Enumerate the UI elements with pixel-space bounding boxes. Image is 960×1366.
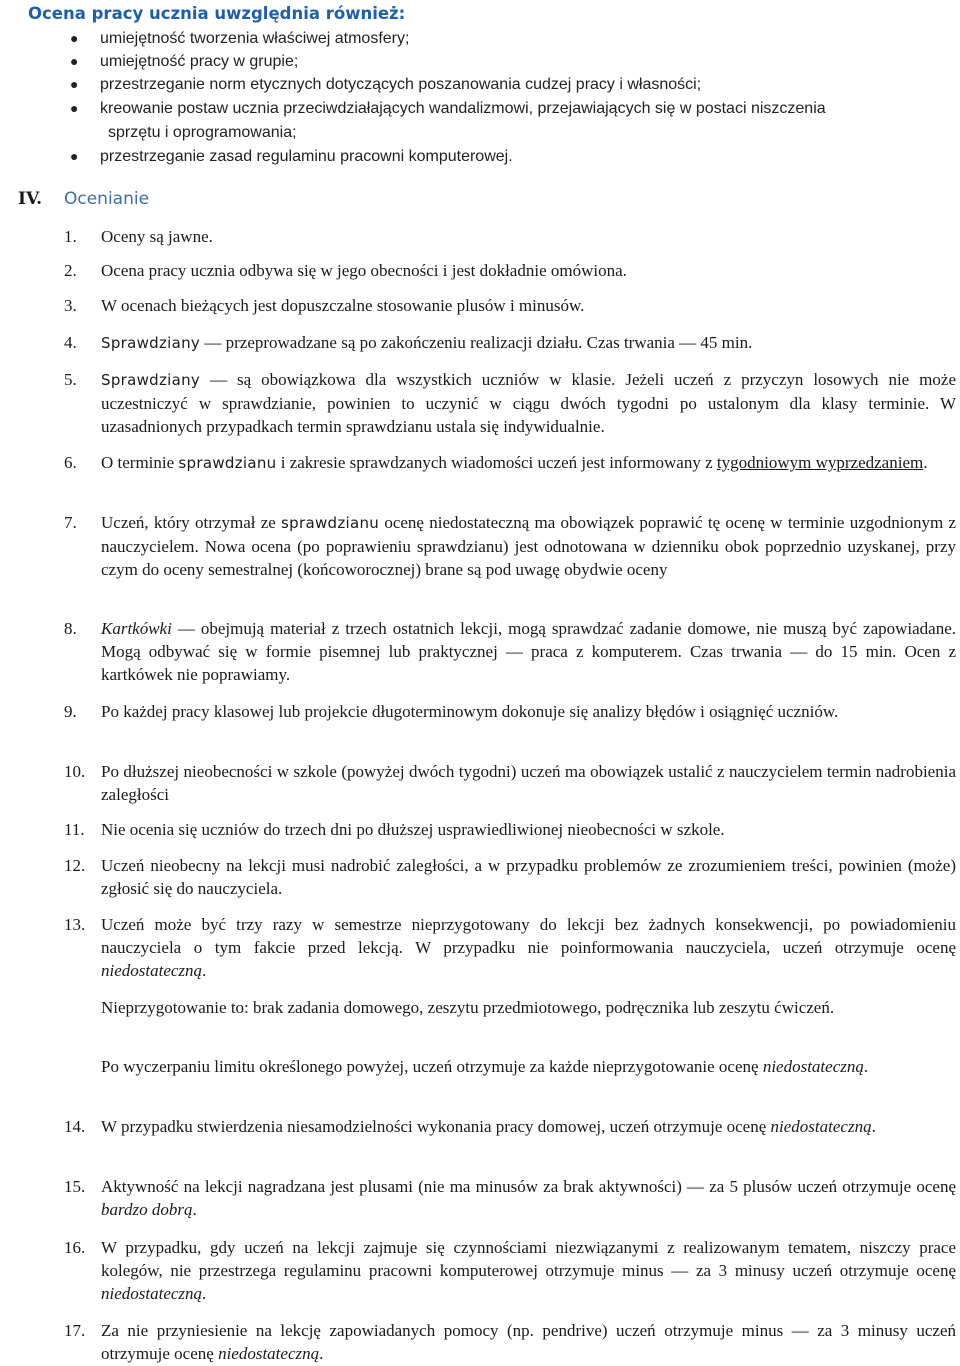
section-title: Ocenianie (64, 189, 150, 209)
bullet-dot-icon: ● (70, 76, 79, 92)
bullet-dot-icon: ● (70, 30, 79, 46)
heading: Ocena pracy ucznia uwzględnia również: (28, 4, 406, 23)
section-number: IV. (18, 189, 43, 209)
bullet-dot-icon: ● (70, 148, 79, 164)
bullet-dot-icon: ● (70, 100, 79, 116)
paragraph: Nieprzygotowanie to: brak zadania domowego, zeszytu przedmiotowego, podręcznika lub zeszytu ćwiczeń. (101, 998, 835, 1017)
bullet-dot-icon: ● (70, 53, 79, 69)
paragraph: Po wyczerpaniu limitu określonego powyżej, uczeń otrzymuje za każde nieprzygotowanie ocenę niedostateczną. (101, 1057, 869, 1076)
